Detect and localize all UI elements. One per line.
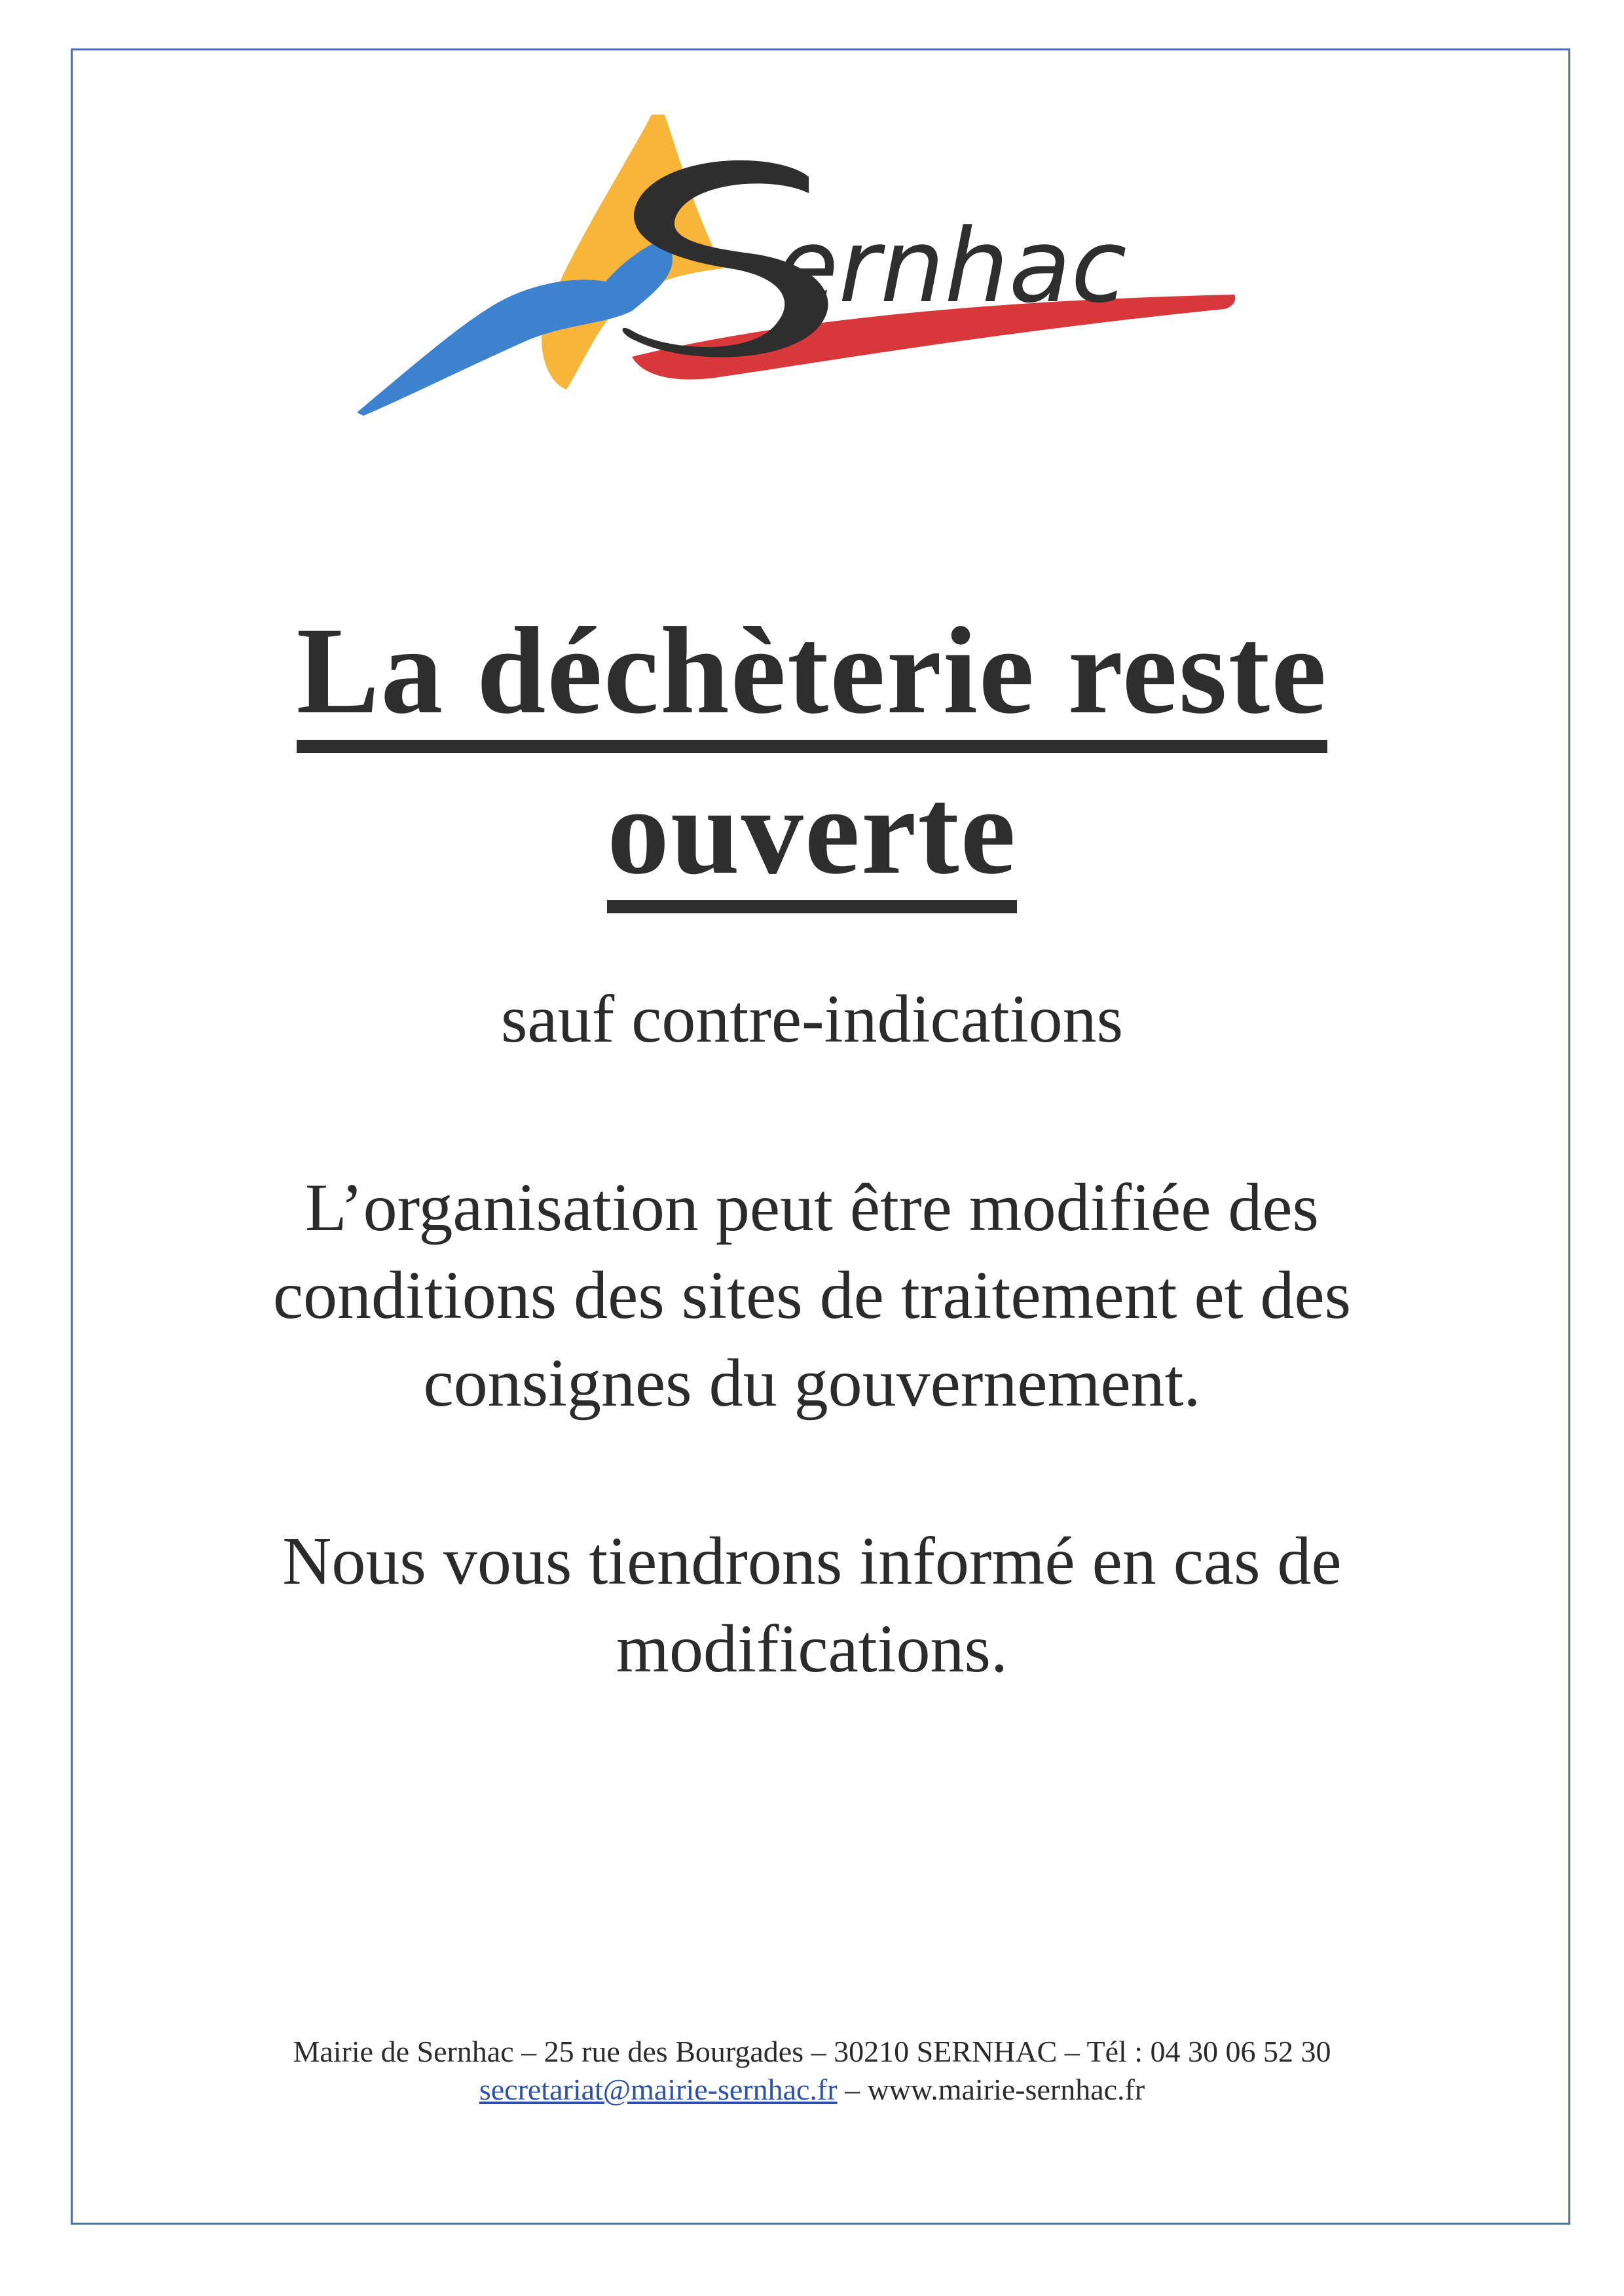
paragraph-1-line-2: conditions des sites de traitement et des [272, 1258, 1352, 1333]
paragraph-1-line-1: L’organisation peut être modifiée des [304, 1170, 1319, 1245]
paragraph-2-line-2: modifications. [616, 1611, 1008, 1686]
logo-blue-shape [357, 239, 673, 416]
footer-contact [0, 2071, 1624, 2109]
paragraph-1-line-3: consignes du gouvernement. [423, 1345, 1201, 1421]
logo-wordmark: ernhac [776, 207, 1127, 325]
sernhac-logo [357, 115, 1238, 429]
sernhac-logo-graphic [357, 115, 1238, 429]
subtitle: sauf contre-indications [500, 981, 1124, 1057]
title-line-1-text: La déchèterie reste [297, 609, 1328, 753]
paragraph-2-line-1: Nous vous tiendrons informé en cas de [282, 1523, 1342, 1599]
footer-separator: – [837, 2073, 868, 2106]
footer-address: Mairie de Sernhac – 25 rue des Bourgades – 30210 SERNHAC – Tél : 04 30 06 52 30 [293, 2035, 1331, 2068]
website-text: www.mairie-sernhac.fr [867, 2073, 1145, 2106]
page-title-line-2 [0, 763, 1624, 913]
information-paragraph [0, 1518, 1624, 1693]
page-title-line-1 [0, 602, 1624, 753]
title-line-2-text: ouverte [607, 769, 1017, 913]
email-link[interactable]: secretariat@mairie-sernhac.fr [479, 2073, 838, 2106]
organisation-paragraph [0, 1164, 1624, 1427]
